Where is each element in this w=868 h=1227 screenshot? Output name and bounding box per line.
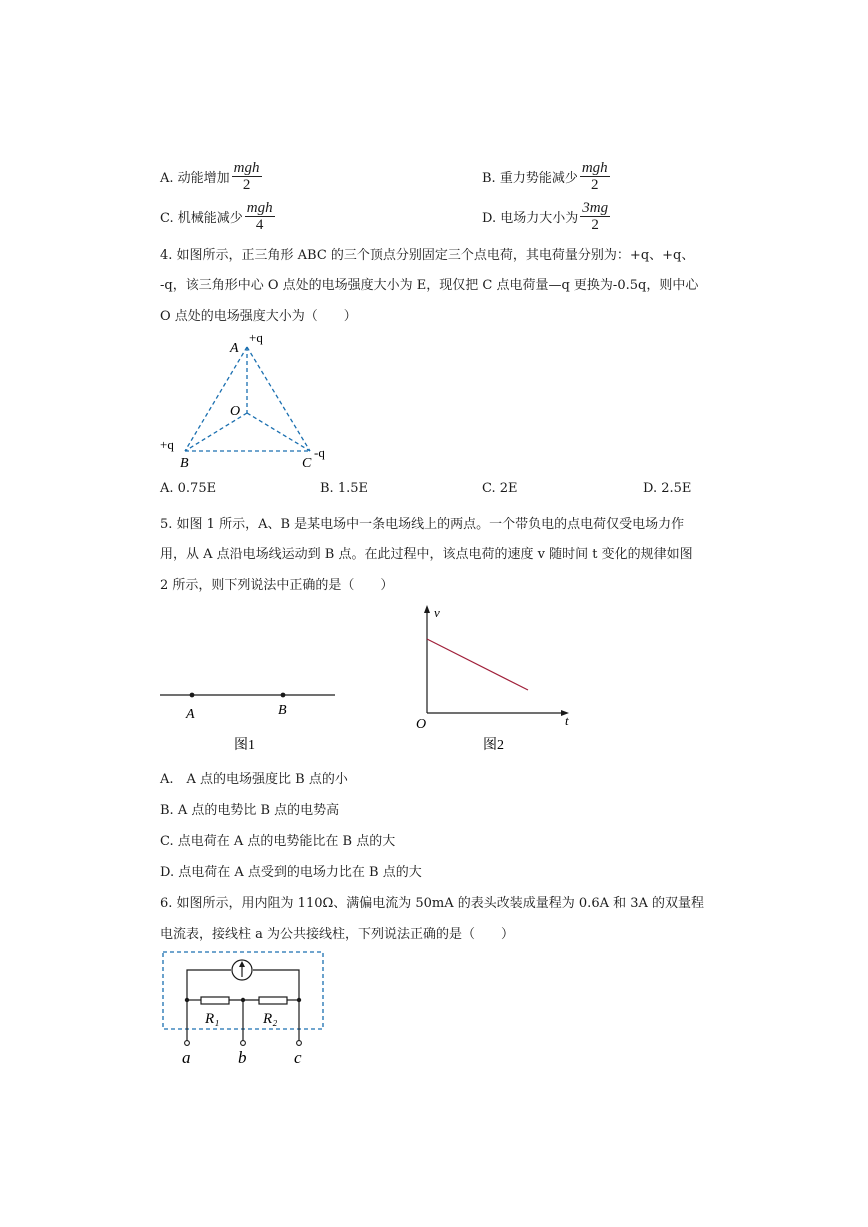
point-b-label: B: [278, 703, 287, 718]
q4-option-c: C. 2E: [482, 481, 518, 496]
r2-label: R₂: [263, 1011, 278, 1027]
denominator: 2: [242, 177, 251, 193]
terminal-b-label: b: [238, 1048, 247, 1067]
q5-stem-line2: 用，从 A 点沿电场线运动到 B 点。在此过程中，该点电荷的速度 v 随时间 t 变化的规律如图: [160, 547, 693, 562]
edge-ab: [185, 347, 247, 451]
q6-stem-line2: 电流表，接线柱 a 为公共接线柱，下列说法正确的是（ ）: [160, 927, 515, 942]
node-right: [297, 998, 301, 1002]
point-b: [281, 693, 286, 698]
charge-c-label: -q: [314, 445, 325, 460]
node-middle: [241, 998, 245, 1002]
q5-stem-line1: 5. 如图 1 所示，A、B 是某电场中一条电场线上的两点。一个带负电的点电荷仅受电场力作: [160, 517, 685, 532]
resistor-r1: [201, 997, 229, 1004]
q5-option-d: D. 点电荷在 A 点受到的电场力比在 B 点的大: [160, 865, 422, 880]
field-line-figure: [150, 670, 350, 760]
fraction: [580, 160, 610, 193]
q3-option-b: [482, 160, 610, 193]
numerator: mgh: [246, 200, 273, 216]
fraction: [245, 200, 275, 233]
point-a: [190, 693, 195, 698]
q4-stem-line1: 4. 如图所示，正三角形 ABC 的三个顶点分别固定三个点电荷，其电荷量分别为：+q、+q、: [160, 248, 695, 263]
vertex-a-label: A: [230, 341, 239, 356]
option-label: A. 动能增加: [160, 171, 230, 186]
q3-option-a: [160, 160, 262, 193]
q4-option-d: D. 2.5E: [643, 481, 692, 496]
q4-stem-line3: O 点处的电场强度大小为（ ）: [160, 309, 357, 324]
velocity-line: [427, 639, 528, 690]
charge-a-label: +q: [249, 330, 263, 345]
origin-label: O: [416, 717, 427, 732]
terminal-a-label: a: [182, 1048, 191, 1067]
resistor-r2: [259, 997, 287, 1004]
denominator: 2: [591, 217, 599, 233]
point-a-label: A: [186, 707, 195, 722]
q4-option-b: B. 1.5E: [320, 481, 368, 496]
triangle-figure: [150, 325, 350, 475]
r1-label: R₁: [205, 1011, 220, 1027]
terminal-b: [241, 1041, 246, 1046]
numerator: 3mg: [582, 200, 609, 216]
numerator: mgh: [581, 160, 608, 176]
terminal-c-label: c: [294, 1048, 302, 1067]
circuit-diagram: [155, 945, 335, 1070]
q5-stem-line3: 2 所示，则下列说法中正确的是（ ）: [160, 578, 394, 593]
q6-stem-line1: 6. 如图所示，用内阻为 110Ω、满偏电流为 50mA 的表头改装成量程为 0.6A 和 3A 的双量程: [160, 896, 705, 911]
v-axis-arrow: [424, 605, 430, 613]
q5-option-a: A. A 点的电场强度比 B 点的小: [160, 772, 348, 787]
q5-option-b: B. A 点的电势比 B 点的电势高: [160, 803, 340, 818]
denominator: 4: [255, 217, 264, 233]
option-label: D. 电场力大小为: [482, 211, 579, 226]
figure2-caption: 图2: [483, 738, 504, 753]
q5-option-c: C. 点电荷在 A 点的电势能比在 B 点的大: [160, 834, 396, 849]
q4-option-a: A. 0.75E: [160, 481, 217, 496]
wire-right-top: [253, 970, 299, 1000]
wire-left-top: [187, 970, 231, 1000]
edge-ac: [247, 347, 310, 451]
vertex-b-label: B: [180, 456, 189, 471]
terminal-a: [185, 1041, 190, 1046]
t-axis-label: t: [565, 713, 569, 728]
velocity-time-graph: [405, 603, 585, 753]
terminal-c: [297, 1041, 302, 1046]
option-label: B. 重力势能减少: [482, 171, 578, 186]
q4-stem-line2: -q，该三角形中心 O 点处的电场强度大小为 E，现仅把 C 点电荷量—q 更换为-0.5q，则中心: [160, 278, 699, 293]
median-co: [247, 413, 310, 451]
q3-option-d: [482, 200, 610, 233]
option-label: C. 机械能减少: [160, 211, 243, 226]
denominator: 2: [591, 177, 599, 193]
numerator: mgh: [233, 160, 260, 176]
q3-option-c: [160, 200, 275, 233]
vertex-c-label: C: [302, 456, 312, 471]
fraction: [232, 160, 262, 193]
fraction: [580, 200, 610, 233]
figure1-caption: 图1: [234, 738, 255, 753]
center-o-label: O: [230, 404, 241, 419]
v-axis-label: v: [434, 605, 440, 620]
node-left: [185, 998, 189, 1002]
charge-b-label: +q: [160, 437, 174, 452]
